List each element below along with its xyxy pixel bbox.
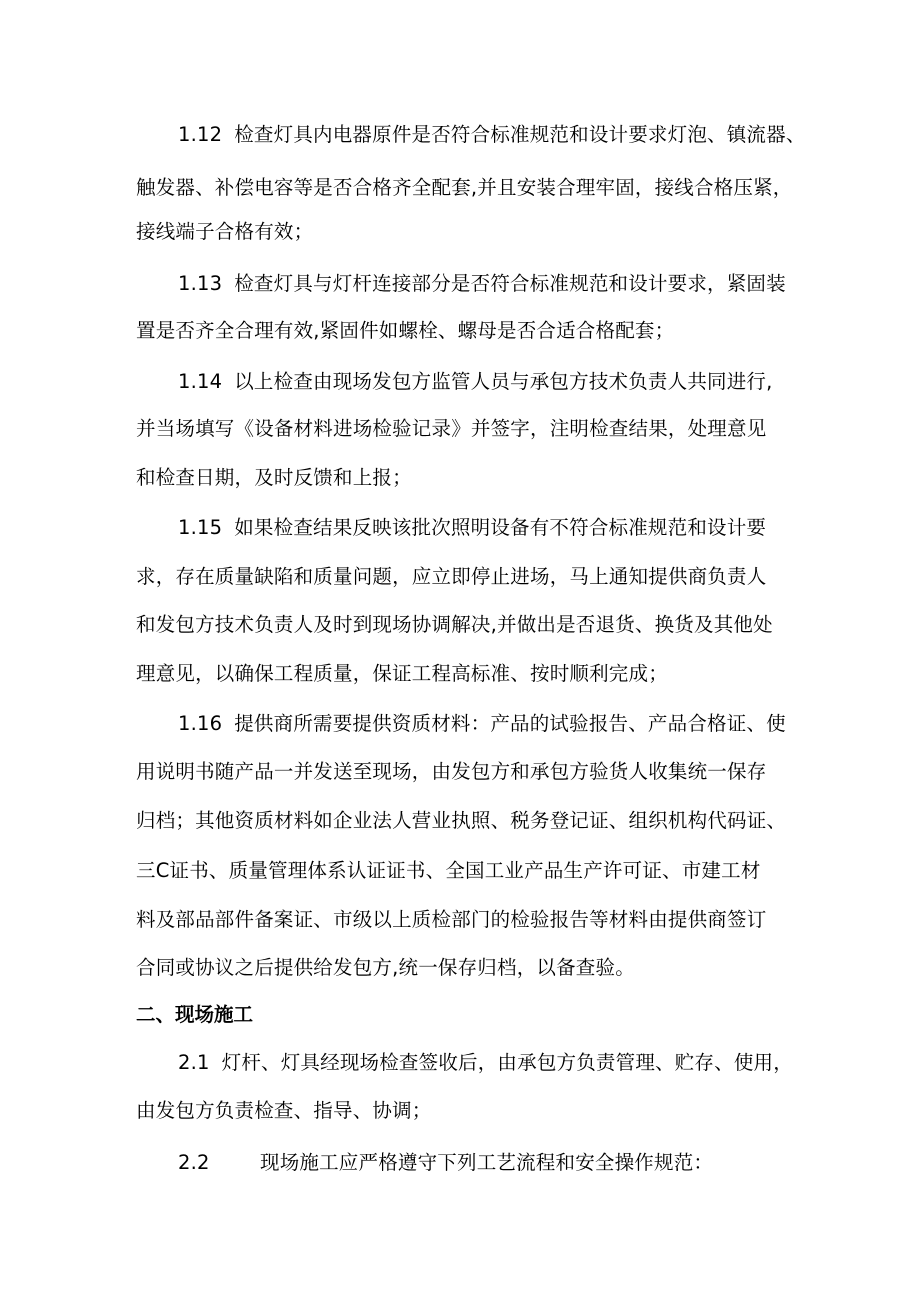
section-number: 1.16 (178, 712, 223, 735)
line-text: 求，存在质量缺陷和质量问题，应立即停止进场，马上通知提供商负责人 (136, 565, 767, 588)
section-number: 1.12 (178, 123, 223, 146)
line-text: 合同或协议之后提供给发包方,统一保存归档，以备查验。 (136, 956, 635, 979)
line-text: 理意见，以确保工程质量，保证工程高标准、按时顺利完成； (136, 662, 668, 685)
line-text: 接线端子合格有效； (136, 220, 314, 243)
paragraph-line (178, 515, 766, 541)
line-text: 并当场填写《设备材料进场检验记录》并签字，注明检查结果，处理意见 (136, 417, 767, 440)
paragraph-line (178, 1050, 793, 1076)
line-text: 由发包方负责检查、指导、协调； (136, 1099, 432, 1122)
paragraph-line (178, 711, 786, 737)
paragraph-line (136, 1098, 432, 1124)
paragraph-line (136, 564, 766, 590)
line-text: 置是否齐全合理有效,紧固件如螺栓、螺母是否合适合格配套； (136, 319, 675, 342)
paragraph-line (136, 219, 313, 245)
line-text: 和检查日期，及时反馈和上报； (136, 466, 412, 489)
line-text: 用说明书随产品一并发送至现场，由发包方和承包方验货人收集统一保存 (136, 760, 767, 783)
line-text: 检查灯具与灯杆连接部分是否符合标准规范和设计要求，紧固装 (234, 272, 786, 295)
paragraph-line (136, 318, 674, 344)
section-number: 1.15 (178, 516, 223, 539)
line-text: 现场施工应严格遵守下列工艺流程和安全操作规范： (260, 1151, 714, 1174)
paragraph-line (178, 1150, 713, 1176)
line-text: 检查灯具内电器原件是否符合标准规范和设计要求灯泡、镇流器、 (234, 123, 806, 146)
paragraph-line (178, 369, 773, 395)
line-text: 提供商所需要提供资质材料：产品的试验报告、产品合格证、使 (234, 712, 786, 735)
line-text: 归档；其他资质材料如企业法人营业执照、税务登记证、组织机构代码证、 (136, 809, 787, 832)
paragraph-line (178, 271, 786, 297)
line-text: 以上检查由现场发包方监管人员与承包方技术负责人共同进行, (234, 370, 773, 393)
paragraph-line (136, 955, 635, 981)
paragraph-line (136, 175, 793, 201)
line-text: 料及部品部件备案证、市级以上质检部门的检验报告等材料由提供商签订 (136, 908, 767, 931)
paragraph-line (136, 858, 761, 884)
line-text: 触发器、补偿电容等是否合格齐全配套,并且安装合理牢固，接线合格压紧， (136, 176, 793, 199)
paragraph-line (136, 416, 766, 442)
paragraph-line (136, 465, 412, 491)
line-text: 和发包方技术负责人及时到现场协调解决,并做出是否退货、换货及其他处 (136, 613, 773, 636)
section-number: 1.13 (178, 272, 223, 295)
paragraph-line (136, 612, 773, 638)
section-number: 2.1 (178, 1051, 210, 1074)
line-text: 如果检查结果反映该批次照明设备有不符合标准规范和设计要 (234, 516, 767, 539)
paragraph-line (178, 122, 806, 148)
section-heading: 二、现场施工 (136, 1003, 254, 1026)
paragraph-line (136, 808, 786, 834)
line-text: 三C证书、质量管理体系认证证书、全国工业产品生产许可证、市建工材 (136, 859, 761, 882)
line-text: 灯杆、灯具经现场检查签收后，由承包方负责管理、贮存、使用， (221, 1051, 793, 1074)
paragraph-line (136, 759, 766, 785)
section-number: 1.14 (178, 370, 223, 393)
paragraph-line (136, 907, 766, 933)
section-number: 2.2 (178, 1151, 210, 1174)
paragraph-line (136, 661, 668, 687)
